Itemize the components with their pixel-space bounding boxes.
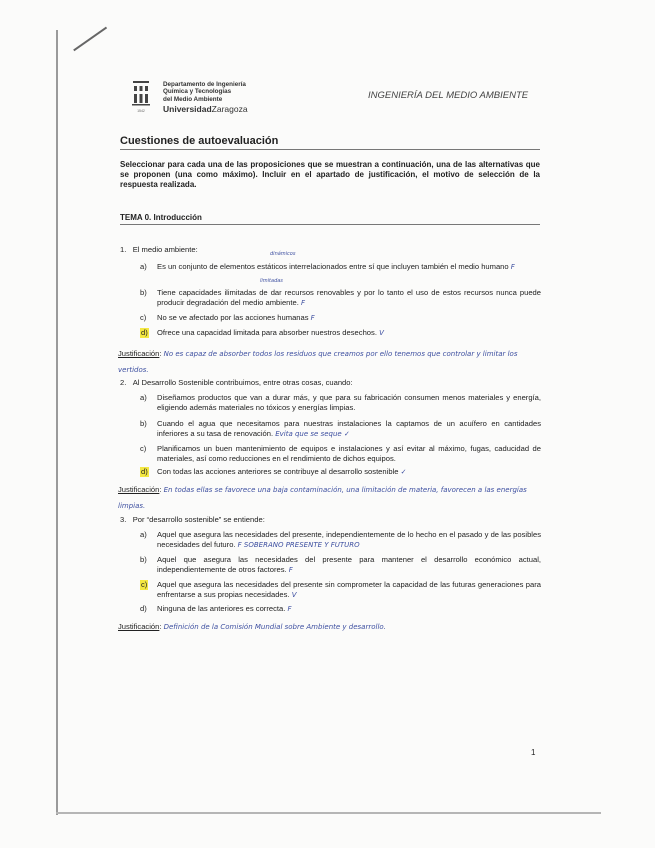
handwritten-justification: En todas ellas se favorece una baja contaminación, una limitación de materia, favorecen a las energías limpias. xyxy=(118,486,527,510)
handwritten-mark: Evita que se seque ✓ xyxy=(275,430,350,438)
scan-edge-bottom xyxy=(56,812,601,814)
instructions: Seleccionar para cada una de las proposiciones que se muestran a continuación, una de las alternativas que se proponen (una como máximo). Incluir en el apartado de justificación, el motivo de selección de la respuesta realizada. xyxy=(120,160,540,189)
option-b xyxy=(141,419,541,439)
question-number: 1. xyxy=(120,245,127,254)
university-logo xyxy=(132,80,150,114)
question-1 xyxy=(120,245,198,254)
option-text: No se ve afectado por las acciones humanas xyxy=(157,313,309,322)
option-text: Tiene capacidades ilimitadas de dar recursos renovables y por lo tanto el uso de estos recursos nunca puede producir degradación del medio ambiente. xyxy=(157,288,541,307)
dept-line: Departamento de Ingeniería xyxy=(163,81,246,88)
university-name xyxy=(163,104,248,114)
option-text: Aquel que asegura las necesidades del presente sin comprometer la capacidad de las futuras generaciones para enfrentarse a sus propias necesidades. xyxy=(157,580,541,599)
handwritten-mark: V xyxy=(379,329,384,337)
justification: Justificación: Definición de la Comisión Mundial sobre Ambiente y desarrollo. xyxy=(118,622,386,631)
dept-line: del Medio Ambiente xyxy=(163,95,223,103)
page-number: 1 xyxy=(531,748,536,757)
option-text: Es un conjunto de elementos estáticos interrelacionados entre sí que incluyen también el medio humano xyxy=(157,262,509,271)
option-a xyxy=(141,262,541,272)
option-text: Cuando el agua que necesitamos para nuestras instalaciones la captamos de un acuífero en cantidades inferiores a su tasa de renovación. xyxy=(157,419,541,438)
option-text: Con todas las acciones anteriores se contribuye al desarrollo sostenible xyxy=(157,467,399,476)
handwritten-mark: F xyxy=(287,605,292,613)
question-2 xyxy=(120,378,353,387)
option-a xyxy=(141,530,541,550)
option-letter: b) xyxy=(140,419,147,428)
justification-label: Justificación xyxy=(118,622,160,631)
option-a xyxy=(141,393,541,413)
university-bold: Universidad xyxy=(163,104,212,114)
handwritten-mark: F xyxy=(310,314,315,322)
option-text: Ninguna de las anteriores es correcta. xyxy=(157,604,286,613)
question-text: Por “desarrollo sostenible” se entiende: xyxy=(132,515,265,524)
dept-line: Química y Tecnologías xyxy=(163,88,232,96)
pen-mark xyxy=(73,27,107,51)
justification: Justificación: No es capaz de absorber todos los residuos que creamos por ello tenemos que controlar y limitar los vertidos. xyxy=(118,349,518,374)
option-d xyxy=(141,604,541,614)
scan-edge xyxy=(56,30,58,815)
option-letter: c) xyxy=(140,444,147,453)
logo-year: 1542 xyxy=(137,109,145,113)
justification: Justificación: En todas ellas se favorece una baja contaminación, una limitación de materia, favorecen a las energías limpias. xyxy=(118,485,527,510)
option-text: Diseñamos productos que van a durar más, y que para su fabricación consumen menos materiales y energía, eligiendo además materiales no tóxicos y energías limpias. xyxy=(157,393,541,412)
handwritten-mark: F SOBERANO PRESENTE Y FUTURO xyxy=(237,541,360,549)
option-text: Aquel que asegura las necesidades del presente para mantener el desarrollo económico actual, independientemente de otros factores. xyxy=(157,555,541,574)
handwritten-mark: V xyxy=(291,591,297,599)
handwritten-justification: Definición de la Comisión Mundial sobre Ambiente y desarrollo. xyxy=(163,623,386,631)
option-letter: c) xyxy=(140,313,147,322)
option-letter: d) xyxy=(141,328,148,337)
handwritten-mark: F xyxy=(288,566,293,574)
option-letter: b) xyxy=(140,555,147,564)
page-title: Cuestiones de autoevaluación xyxy=(120,135,540,150)
option-letter: d) xyxy=(140,604,147,613)
justification-label: Justificación xyxy=(118,349,160,358)
course-title: INGENIERÍA DEL MEDIO AMBIENTE xyxy=(368,90,529,101)
option-letter: c) xyxy=(141,580,148,589)
handwritten-correction: dinámicos xyxy=(270,251,296,257)
option-c xyxy=(141,444,541,464)
option-text: Aquel que asegura las necesidades del presente, independientemente de lo hecho en el pasado y de las posibles necesidades del futuro. xyxy=(157,530,541,549)
question-text: El medio ambiente: xyxy=(132,245,198,254)
option-letter: a) xyxy=(140,262,147,271)
question-3 xyxy=(120,515,265,524)
option-c xyxy=(141,313,541,323)
option-letter: a) xyxy=(140,393,147,402)
university-rest: Zaragoza xyxy=(211,104,248,114)
department-name xyxy=(163,81,246,103)
question-number: 2. xyxy=(120,378,127,387)
handwritten-justification: No es capaz de absorber todos los residuos que creamos por ello tenemos que controlar y limitar los vertidos. xyxy=(118,350,518,374)
handwritten-mark: ✓ xyxy=(400,468,407,476)
handwritten-mark: F xyxy=(300,299,305,307)
option-d xyxy=(141,467,541,477)
option-d xyxy=(141,328,541,338)
question-text: Al Desarrollo Sostenible contribuimos, entre otras cosas, cuando: xyxy=(132,378,353,387)
option-letter: d) xyxy=(141,467,148,476)
handwritten-correction: limitadas xyxy=(260,278,283,284)
justification-label: Justificación xyxy=(118,485,160,494)
section-title: TEMA 0. Introducción xyxy=(120,213,540,225)
option-b xyxy=(141,288,541,308)
option-letter: b) xyxy=(140,288,147,297)
option-text: Planificamos un buen mantenimiento de equipos e instalaciones y así evitar al máximo, fugas, caducidad de materiales, así como reducciones en el rendimiento de dichos equipos. xyxy=(157,444,541,463)
question-number: 3. xyxy=(120,515,127,524)
option-letter: a) xyxy=(140,530,147,539)
handwritten-mark: F xyxy=(510,263,515,271)
option-text: Ofrece una capacidad limitada para absorber nuestros desechos. xyxy=(157,328,377,337)
option-b xyxy=(141,555,541,575)
option-c xyxy=(141,580,541,600)
